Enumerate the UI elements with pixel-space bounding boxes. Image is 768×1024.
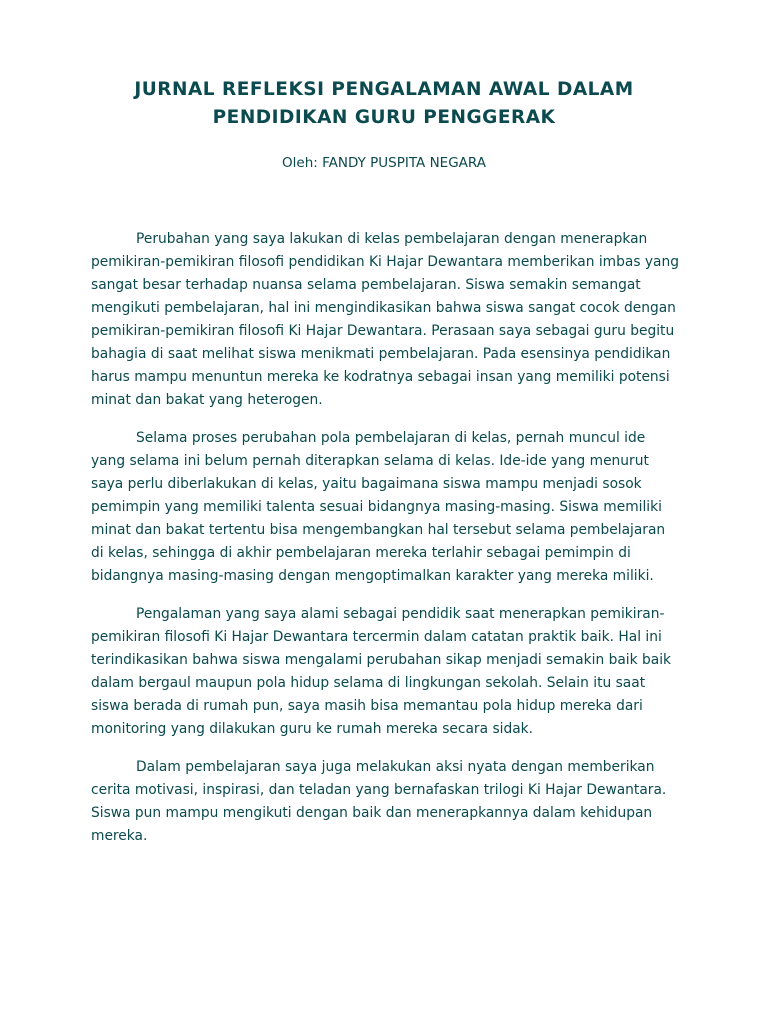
paragraph-1: Perubahan yang saya lakukan di kelas pembelajaran dengan menerapkan pemikiran-pemikiran filosofi pendidikan Ki Hajar Dewantara memberikan imbas yang sangat besar terhadap nuansa selama pembelajaran. Siswa semakin semangat mengikuti pembelajaran, hal ini mengindikasikan bahwa siswa sangat cocok dengan pemikiran-pemikiran filosofi Ki Hajar Dewantara. Perasaan saya sebagai guru begitu bahagia di saat melihat siswa menikmati pembelajaran. Pada esensinya pendidikan harus mampu menuntun mereka ke kodratnya sebagai insan yang memiliki potensi minat dan bakat yang heterogen. xyxy=(91,231,680,408)
paragraph-4: Dalam pembelajaran saya juga melakukan aksi nyata dengan memberikan cerita motivasi, inspirasi, dan teladan yang bernafaskan trilogi Ki Hajar Dewantara. Siswa pun mampu mengikuti dengan baik dan menerapkannya dalam kehidupan mereka. xyxy=(91,759,667,844)
body-text xyxy=(91,228,681,863)
page-title xyxy=(60,76,708,132)
paragraph-3: Pengalaman yang saya alami sebagai pendidik saat menerapkan pemikiran-pemikiran filosofi Ki Hajar Dewantara tercermin dalam catatan praktik baik. Hal ini terindikasikan bahwa siswa mengalami perubahan sikap menjadi semakin baik baik dalam bergaul maupun pola hidup selama di lingkungan sekolah. Selain itu saat siswa berada di rumah pun, saya masih bisa memantau pola hidup mereka dari monitoring yang dilakukan guru ke rumah mereka secara sidak. xyxy=(91,606,672,737)
paragraph-2: Selama proses perubahan pola pembelajaran di kelas, pernah muncul ide yang selama ini belum pernah diterapkan selama di kelas. Ide-ide yang menurut saya perlu diberlakukan di kelas, yaitu bagaimana siswa mampu menjadi sosok pemimpin yang memiliki talenta sesuai bidangnya masing-masing. Siswa memiliki minat dan bakat tertentu bisa mengembangkan hal tersebut selama pembelajaran di kelas, sehingga di akhir pembelajaran mereka terlahir sebagai pemimpin di bidangnya masing-masing dengan mengoptimalkan karakter yang mereka miliki. xyxy=(91,430,666,584)
title-line-1: JURNAL REFLEKSI PENGALAMAN AWAL DALAM xyxy=(134,79,634,100)
title-line-2: PENDIDIKAN GURU PENGGERAK xyxy=(212,107,556,128)
author-line: Oleh: FANDY PUSPITA NEGARA xyxy=(282,155,486,171)
